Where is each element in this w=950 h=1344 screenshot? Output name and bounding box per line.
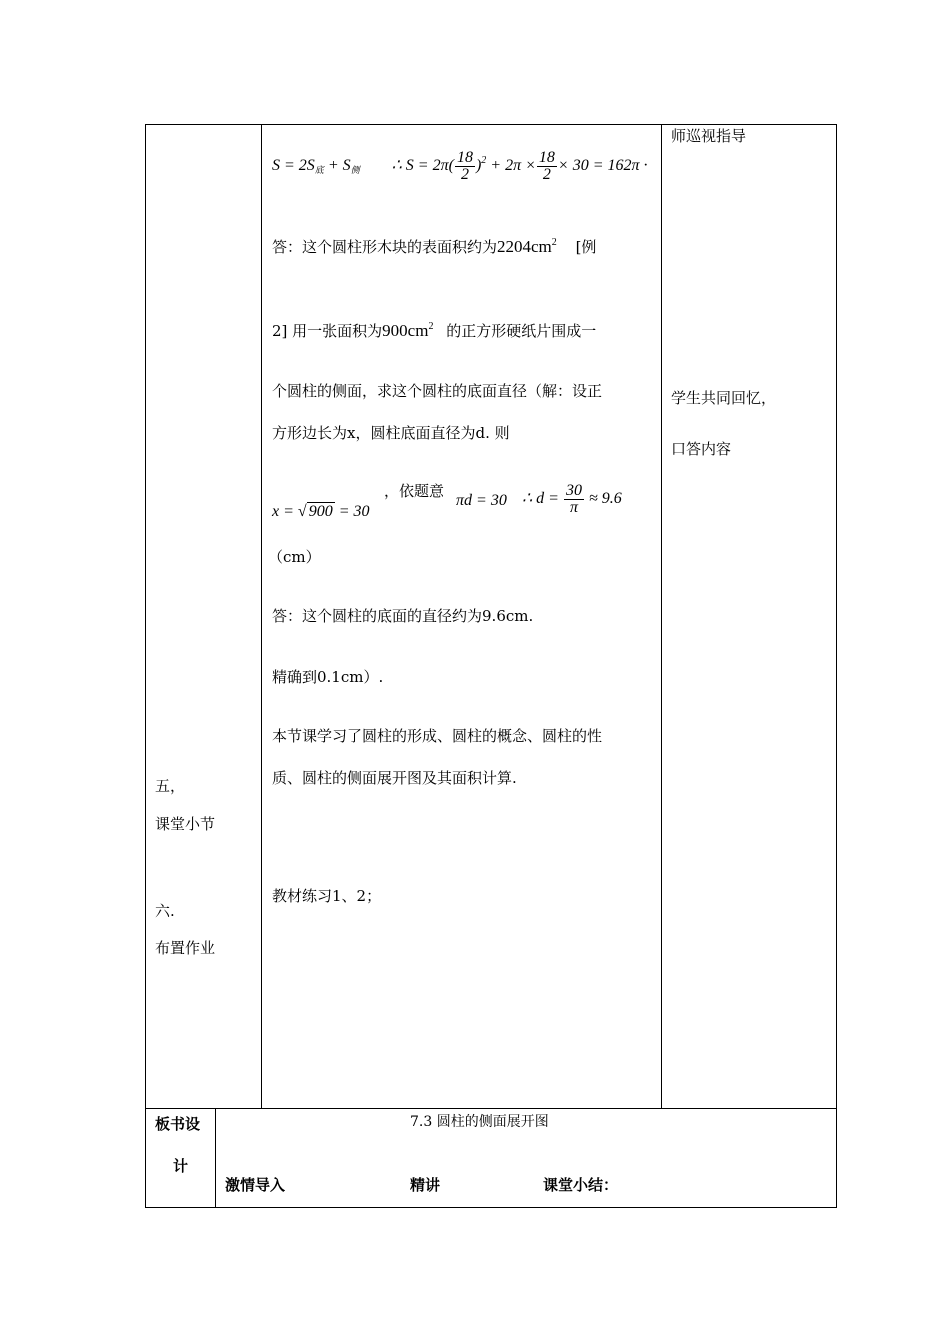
example2-line3: 方形边长为x，圆柱底面直径为d. 则 bbox=[272, 424, 510, 442]
surface-area-formula bbox=[272, 150, 648, 183]
teacher-guide: 师巡视指导 bbox=[671, 127, 747, 145]
ex2-prefix: 2] 用一张面积为 bbox=[272, 322, 383, 340]
formula1-mid: + 2π × bbox=[486, 157, 536, 175]
formula2-radicand: 900 bbox=[308, 503, 333, 520]
ex2-number: 900cm bbox=[382, 321, 429, 340]
answer1-value bbox=[497, 237, 557, 256]
board-row-top-border bbox=[145, 1108, 837, 1109]
formula1-fraction-1 bbox=[455, 150, 475, 183]
formula1-sub-base: 底 bbox=[314, 165, 324, 176]
board-part-summary: 课堂小结： bbox=[543, 1176, 619, 1194]
formula2-approx: ≈ 9.6 bbox=[588, 490, 622, 508]
formula1-close-paren: ) bbox=[475, 157, 482, 175]
side-length-formula: x = √ 900 = 30 bbox=[272, 503, 370, 520]
frac1-denominator: 2 bbox=[460, 166, 469, 183]
formula1-left: S = 2S bbox=[272, 157, 315, 175]
formula2-numerator: 30 bbox=[565, 482, 582, 499]
frac2-numerator: 18 bbox=[538, 149, 555, 166]
ex2-value bbox=[382, 321, 433, 340]
table-right-border bbox=[836, 124, 837, 1208]
formula1-therefore: ∴ S = 2π( bbox=[391, 157, 454, 175]
formula1-plus: + S bbox=[323, 157, 351, 175]
answer1-text: 答：这个圆柱形木块的表面积约为 bbox=[272, 238, 498, 256]
pi-d-equation: πd = 30 bbox=[456, 492, 507, 509]
item5-label: 课堂小节 bbox=[155, 815, 216, 833]
answer1-line bbox=[272, 233, 596, 257]
board-part-lecture: 精讲 bbox=[410, 1176, 441, 1194]
answer1-number: 2204cm bbox=[497, 237, 552, 256]
item6-number: 六. bbox=[155, 902, 175, 920]
unit-cm: （cm） bbox=[268, 548, 321, 566]
formula2-fraction bbox=[564, 483, 584, 516]
formula2-according: ，依题意 bbox=[384, 482, 445, 500]
recall-line1: 学生共同回忆， bbox=[671, 389, 777, 407]
formula1-square: 2 bbox=[481, 155, 487, 167]
answer1-superscript: 2 bbox=[551, 237, 557, 248]
board-row-col-divider bbox=[215, 1108, 216, 1208]
board-title: 7.3 圆柱的侧面展开图 bbox=[410, 1114, 549, 1130]
example2-line2: 个圆柱的侧面，求这个圆柱的底面直径（解：设正 bbox=[272, 382, 603, 400]
formula2-therefore: ∴ d = bbox=[522, 490, 559, 508]
upper-table-top-border bbox=[145, 124, 837, 125]
formula1-sub-side: 侧 bbox=[350, 165, 360, 176]
formula2-result: = 30 bbox=[338, 503, 370, 520]
table-bottom-border bbox=[145, 1207, 837, 1208]
summary-line1: 本节课学习了圆柱的形成、圆柱的概念、圆柱的性 bbox=[272, 727, 603, 745]
answer1-tail: [例 bbox=[575, 238, 597, 256]
precision-note: 精确到0.1cm）. bbox=[272, 668, 384, 686]
item5-number: 五， bbox=[155, 777, 186, 795]
summary-line2: 质、圆柱的侧面展开图及其面积计算. bbox=[272, 769, 517, 787]
upper-table-left-border bbox=[145, 124, 146, 1208]
answer2: 答：这个圆柱的底面的直径约为9.6cm. bbox=[272, 607, 534, 625]
upper-table-col-divider-2 bbox=[661, 124, 662, 1109]
formula2-x: x = bbox=[272, 503, 294, 520]
board-label-line2: 计 bbox=[173, 1157, 189, 1175]
item6-label: 布置作业 bbox=[155, 939, 216, 957]
ex2-tail: 的正方形硬纸片围成一 bbox=[446, 322, 597, 340]
formula1-fraction-2 bbox=[537, 150, 557, 183]
formula2-denominator: π bbox=[569, 499, 578, 516]
formula1-end: × 30 = 162π · bbox=[557, 157, 648, 175]
board-label-line1: 板书设 bbox=[155, 1115, 201, 1133]
frac2-denominator: 2 bbox=[542, 166, 551, 183]
homework: 教材练习1、2； bbox=[272, 887, 382, 905]
example2-line1 bbox=[272, 317, 596, 341]
frac1-numerator: 18 bbox=[456, 149, 473, 166]
recall-line2: 口答内容 bbox=[671, 440, 732, 458]
ex2-superscript: 2 bbox=[428, 321, 434, 332]
board-part-intro: 激情导入 bbox=[225, 1176, 286, 1194]
upper-table-col-divider-1 bbox=[261, 124, 262, 1109]
diameter-formula bbox=[522, 483, 622, 516]
